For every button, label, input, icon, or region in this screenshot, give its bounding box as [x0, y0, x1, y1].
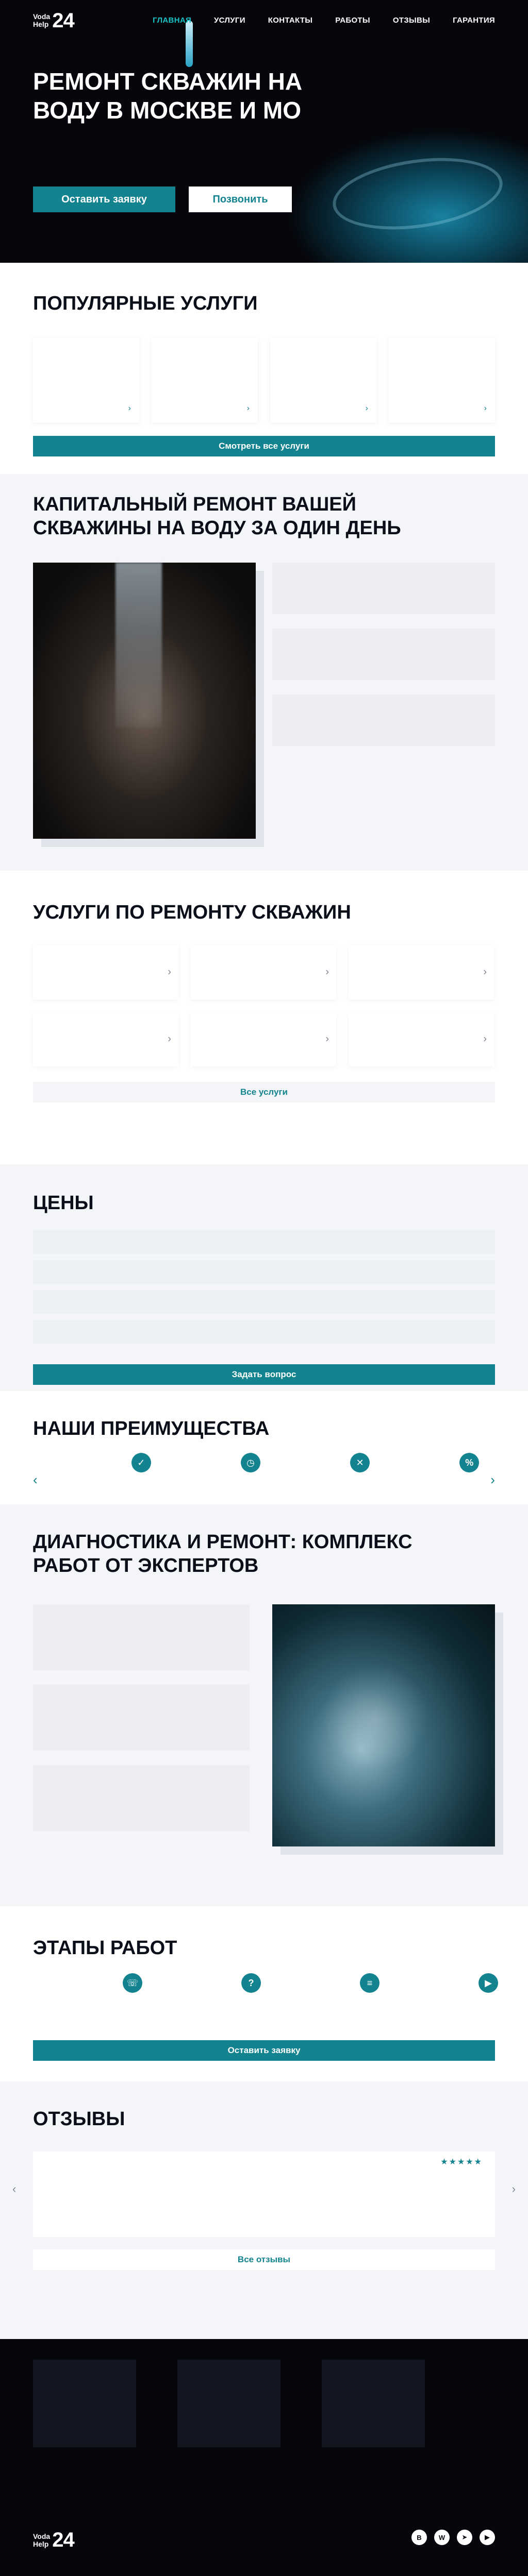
phone-icon: ☏ [123, 1973, 142, 1993]
logo-number: 24 [52, 2529, 74, 2551]
chevron-right-icon: › [168, 1033, 171, 1045]
footer-column [177, 2360, 280, 2447]
chevron-right-icon[interactable]: › [512, 2182, 516, 2195]
text-block [272, 694, 495, 746]
stage-item [33, 1977, 139, 2022]
water-drops-photo [272, 1604, 495, 1846]
telegram-icon[interactable]: ➤ [457, 2530, 472, 2545]
diagnostics-title: ДИАГНОСТИКА И РЕМОНТ: КОМПЛЕКС РАБОТ ОТ ЭКСПЕРТОВ [33, 1531, 412, 1577]
menu-item-services[interactable]: УСЛУГИ [214, 16, 245, 25]
chevron-right-icon: › [483, 1033, 487, 1045]
all-repair-services-button[interactable]: Все услуги [33, 1082, 495, 1103]
service-card[interactable] [389, 338, 495, 422]
clock-icon: ◷ [241, 1453, 260, 1472]
footer-logo[interactable] [33, 2529, 74, 2552]
hero-request-button[interactable]: Оставить заявку [33, 187, 175, 212]
whatsapp-icon[interactable]: W [434, 2530, 450, 2545]
prices-section [0, 1164, 528, 1391]
youtube-icon[interactable]: ▶ [480, 2530, 495, 2545]
text-block [33, 1685, 250, 1751]
social-links [411, 2530, 495, 2545]
hero-actions [33, 187, 373, 212]
stages-title: ЭТАПЫ РАБОТ [33, 1937, 177, 1959]
logo-small-text: Voda Help [33, 12, 51, 28]
popular-services-cards [33, 338, 495, 422]
menu-item-contacts[interactable]: КОНТАКТЫ [268, 16, 313, 25]
capital-repair-text [272, 563, 495, 760]
chevron-left-icon[interactable]: ‹ [12, 2182, 16, 2195]
reviews-title: ОТЗЫВЫ [33, 2108, 125, 2130]
repair-service-item[interactable] [33, 945, 178, 999]
menu-item-home[interactable]: ГЛАВНАЯ [153, 16, 192, 25]
advantage-item [162, 1457, 256, 1499]
repair-services-section [0, 871, 528, 1164]
repair-services-grid [33, 945, 495, 1066]
footer-column [322, 2360, 425, 2447]
menu-item-reviews[interactable]: ОТЗЫВЫ [392, 16, 431, 25]
text-block [33, 1765, 250, 1831]
text-block [272, 563, 495, 614]
menu-item-guarantee[interactable]: ГАРАНТИЯ [453, 16, 495, 25]
footer-column [33, 2360, 136, 2447]
repair-service-item[interactable] [349, 1012, 494, 1066]
chevron-left-icon[interactable]: ‹ [33, 1471, 38, 1487]
price-row [33, 1320, 495, 1344]
price-list [33, 1230, 495, 1344]
popular-services-section [0, 263, 528, 474]
stage-item [389, 1977, 494, 2022]
capital-repair-title: КАПИТАЛЬНЫЙ РЕМОНТ ВАШЕЙ СКВАЖИНЫ НА ВОДУ ЗА ОДИН ДЕНЬ [33, 494, 401, 539]
service-card[interactable] [33, 338, 139, 422]
service-card[interactable] [270, 338, 376, 422]
chevron-right-icon: › [246, 404, 250, 413]
hero-title: РЕМОНТ СКВАЖИН НА ВОДУ В МОСКВЕ И МО [33, 68, 303, 124]
advantage-item [272, 1457, 366, 1499]
all-reviews-button[interactable]: Все отзывы [33, 2249, 495, 2270]
stages-section [0, 1906, 528, 2081]
price-row [33, 1260, 495, 1284]
prices-title: ЦЕНЫ [33, 1192, 94, 1214]
truck-icon: ▶ [478, 1973, 498, 1993]
stages-request-button[interactable]: Оставить заявку [33, 2040, 495, 2061]
repair-service-item[interactable] [33, 1012, 178, 1066]
check-icon: ✓ [131, 1453, 151, 1472]
diagnostics-section [0, 1504, 528, 1906]
chevron-right-icon: › [325, 966, 329, 978]
reviews-section [0, 2081, 528, 2298]
repair-service-item[interactable] [349, 945, 494, 999]
review-card [12, 2151, 516, 2237]
text-block [272, 629, 495, 680]
repair-service-item[interactable] [191, 1012, 336, 1066]
advantage-item [381, 1457, 475, 1499]
logo-small-text: Voda Help [33, 2532, 51, 2548]
all-services-button[interactable]: Смотреть все услуги [33, 436, 495, 456]
price-row [33, 1290, 495, 1314]
logo-number: 24 [52, 9, 74, 32]
ask-question-button[interactable]: Задать вопрос [33, 1364, 495, 1385]
popular-services-title: ПОПУЛЯРНЫЕ УСЛУГИ [33, 293, 258, 314]
wrench-icon: ✕ [350, 1453, 370, 1472]
stages-list [33, 1977, 495, 2022]
chevron-right-icon: › [365, 404, 368, 413]
chevron-right-icon[interactable]: › [490, 1471, 495, 1487]
footer [0, 2339, 528, 2576]
repair-service-item[interactable] [191, 945, 336, 999]
advantages-title: НАШИ ПРЕИМУЩЕСТВА [33, 1418, 270, 1439]
hero-call-button[interactable]: Позвонить [189, 187, 292, 212]
service-card[interactable] [152, 338, 258, 422]
main-menu [153, 16, 495, 25]
star-rating-icon: ★★★★★ [440, 2158, 483, 2166]
footer-columns [33, 2360, 425, 2447]
logo[interactable] [33, 9, 74, 32]
advantages-section [0, 1391, 528, 1504]
top-nav [0, 0, 528, 41]
chevron-right-icon: › [325, 1033, 329, 1045]
chevron-right-icon: › [484, 404, 487, 413]
percent-icon: % [459, 1453, 479, 1472]
hero [0, 0, 528, 263]
capital-repair-section [0, 474, 528, 871]
advantage-item [53, 1457, 147, 1499]
price-row [33, 1230, 495, 1254]
vk-icon[interactable]: В [411, 2530, 427, 2545]
repair-services-title: УСЛУГИ ПО РЕМОНТУ СКВАЖИН [33, 902, 351, 923]
hero-content [33, 67, 373, 212]
hands-water-photo [33, 563, 256, 839]
document-icon: ≡ [360, 1973, 380, 1993]
menu-item-works[interactable]: РАБОТЫ [335, 16, 370, 25]
diagnostics-text [33, 1604, 250, 1845]
advantages-carousel [33, 1457, 495, 1499]
stage-item [270, 1977, 375, 2022]
stage-item [152, 1977, 257, 2022]
text-block [33, 1604, 250, 1670]
question-icon: ? [241, 1973, 261, 1993]
chevron-right-icon: › [168, 966, 171, 978]
chevron-right-icon: › [128, 404, 131, 413]
chevron-right-icon: › [483, 966, 487, 978]
